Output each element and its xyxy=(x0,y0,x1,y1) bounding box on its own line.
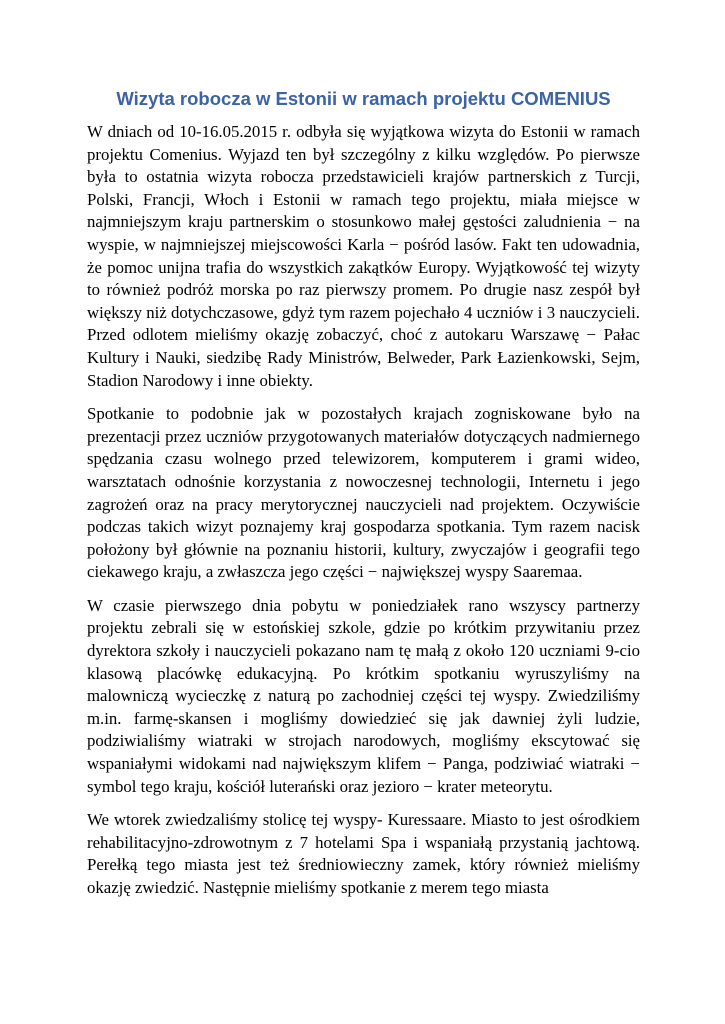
document-page xyxy=(87,86,640,911)
paragraph-visit-intro: W dniach od 10-16.05.2015 r. odbyła się wyjątkowa wizyta do Estonii w ramach projektu Comenius. Wyjazd ten był szczególny z kilku względów. Po pierwsze była to ostatnia wizyta robocza przedstawicieli krajów partnerskich z Turcji, Polski, Francji, Włoch i Estonii w ramach tego projektu, miała miejsce w najmniejszym kraju partnerskim o stosunkowo małej gęstości zaludnienia − na wyspie, w najmniejszej miejscowości Karla − pośród lasów. Fakt ten udowadnia, że pomoc unijna trafia do wszystkich zakątków Europy. Wyjątkowość tej wizyty to również podróż morska po raz pierwszy promem. Po drugie nasz zespół był większy niż dotychczasowe, gdyż tym razem pojechało 4 uczniów i 3 nauczycieli. Przed odlotem mieliśmy okazję zobaczyć, choć z autokaru Warszawę − Pałac Kultury i Nauki, siedzibę Rady Ministrów, Belweder, Park Łazienkowski, Sejm, Stadion Narodowy i inne obiekty. xyxy=(87,122,640,390)
paragraph-meeting-focus: Spotkanie to podobnie jak w pozostałych krajach zogniskowane było na prezentacji przez uczniów przygotowanych materiałów dotyczących nadmiernego spędzania czasu wolnego przed telewizorem, komputerem i grami wideo, warsztatach odnośnie korzystania z nowoczesnej technologii, Internetu i jego zagrożeń oraz na pracy merytorycznej nauczycieli nad projektem. Oczywiście podczas takich wizyt poznajemy kraj gospodarza spotkania. Tym razem nacisk położony był głównie na poznaniu historii, kultury, zwyczajów i geografii tego ciekawego kraju, a zwłaszcza jego części − największej wyspy Saaremaa. xyxy=(87,404,640,582)
paragraph-tuesday: We wtorek zwiedzaliśmy stolicę tej wyspy- Kuressaare. Miasto to jest ośrodkiem rehabilitacyjno-zdrowotnym z 7 hotelami Spa i wspaniałą przystanią jachtową. Perełką tego miasta jest też średniowieczny zamek, który również mieliśmy okazję zwiedzić. Następnie mieliśmy spotkanie z merem tego miasta xyxy=(87,810,640,897)
paragraph-first-day: W czasie pierwszego dnia pobytu w poniedziałek rano wszyscy partnerzy projektu zebrali się w estońskiej szkole, gdzie po krótkim przywitaniu przez dyrektora szkoły i nauczycieli pokazano nam tę małą z około 120 uczniami 9-cio klasową placówkę edukacyjną. Po krótkim spotkaniu wyruszyliśmy na malowniczą wycieczkę z naturą po zachodniej części tej wyspy. Zwiedziliśmy m.in. farmę-skansen i mogliśmy dowiedzieć się jak dawniej żyli ludzie, podziwialiśmy wiatraki w strojach narodowych, mogliśmy ekscytować się wspaniałymi widokami nad największym klifem − Panga, podziwiać wiatraki − symbol tego kraju, kościół luterański oraz jezioro − krater meteorytu. xyxy=(87,595,640,796)
document-title: Wizyta robocza w Estonii w ramach projektu COMENIUS xyxy=(116,88,611,109)
